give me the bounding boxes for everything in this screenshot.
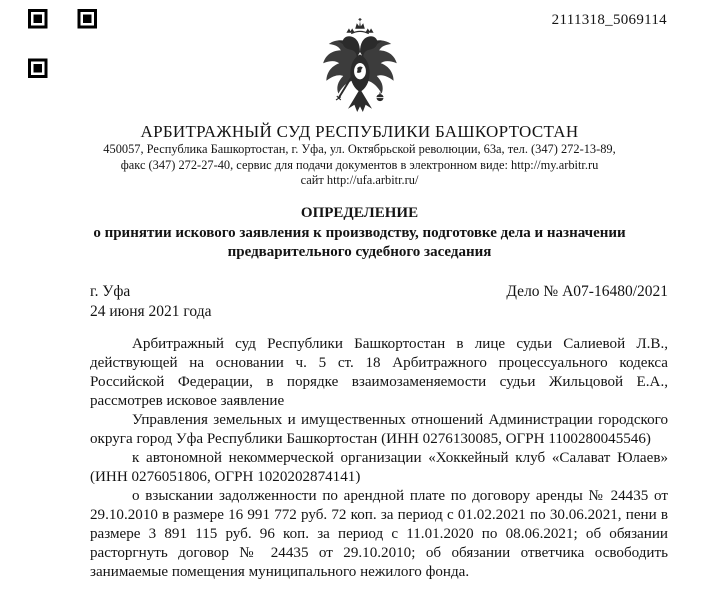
document-date: 24 июня 2021 года (90, 302, 212, 320)
case-number: Дело № А07-16480/2021 (506, 282, 668, 300)
coat-of-arms-icon (320, 18, 400, 118)
document-id-number: 2111318_5069114 (551, 12, 667, 28)
document-body (90, 335, 668, 582)
case-info-block (90, 282, 668, 322)
body-paragraph-court-and-judge: Арбитражный суд Республики Башкортостан в лице судьи Салиевой Л.В., действующей на основании ч. 5 ст. 18 Арбитражного процессуального кодекса Российской Федерации, в порядке взаимозаменяемости судьи Жильцовой Е.А., рассмотрев исковое заявление (90, 335, 668, 409)
document-title-block (0, 202, 719, 263)
document-top-strip (0, 0, 719, 122)
body-paragraph-defendant: к автономной некоммерческой организации «Хоккейный клуб «Салават Юлаев» (ИНН 0276051806, ОГРН 1020202874141) (90, 449, 668, 485)
court-name: АРБИТРАЖНЫЙ СУД РЕСПУБЛИКИ БАШКОРТОСТАН (140, 122, 579, 141)
document-content (0, 282, 719, 582)
body-paragraph-plaintiff: Управления земельных и имущественных отношений Администрации городского округа город Уфа Республики Башкортостан (ИНН 0276130085, ОГРН 1100280045546) (90, 411, 668, 447)
court-address-line-2: факс (347) 272-27-40, сервис для подачи документов в электронном виде: http://my.arbitr.ru (120, 157, 599, 172)
court-header (0, 122, 719, 189)
qr-code-icon (28, 9, 97, 78)
document-title: ОПРЕДЕЛЕНИЕ (300, 204, 419, 221)
court-address-line-1: 450057, Республика Башкортостан, г. Уфа, ул. Октябрьской революции, 63а, тел. (347) 272-13-89, (103, 142, 616, 156)
document-subtitle-line-1: о принятии искового заявления к производству, подготовке дела и назначении (93, 224, 626, 241)
court-website-line: сайт http://ufa.arbitr.ru/ (300, 173, 419, 188)
document-subtitle-line-2: предварительного судебного заседания (227, 244, 492, 261)
body-paragraph-claims: о взыскании задолженности по арендной плате по договору аренды № 24435 от 29.10.2010 в размере 16 991 772 руб. 72 коп. за период с 01.02.2021 по 30.06.2021, пени в размере 3 891 115 руб. 96 коп. за период с 11.01.2020 по 08.06.2021; об обязании расторгнуть договор № 24435 от 29.10.2010; об обязании ответчика освободить занимаемые помещения муниципального нежилого фонда. (90, 487, 668, 580)
city-label: г. Уфа (90, 282, 131, 300)
